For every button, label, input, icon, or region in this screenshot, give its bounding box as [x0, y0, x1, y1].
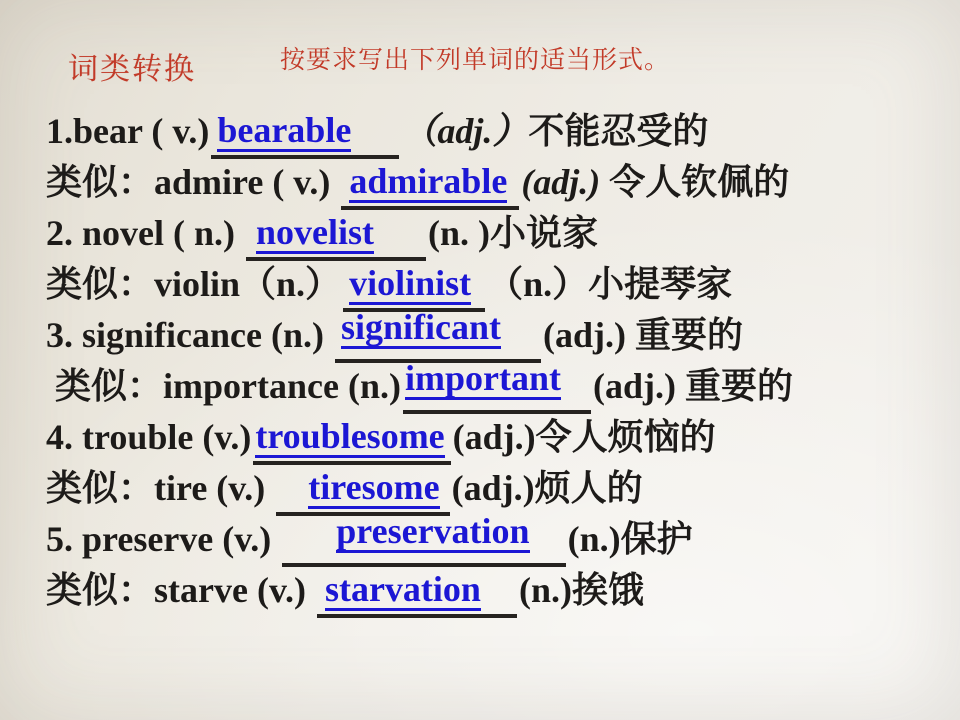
line-prefix: 类似：admire ( v.) [46, 162, 340, 202]
exercise-line-8 [46, 463, 932, 514]
chinese-gloss: 重要的 [626, 315, 744, 355]
line-prefix: 类似：violin（n.） [46, 264, 342, 304]
instruction-text: 按要求写出下列单词的适当形式。 [280, 47, 671, 74]
line-prefix: 类似：starve (v.) [46, 570, 315, 610]
exercise-line-9 [46, 511, 932, 565]
chinese-gloss: 重要的 [675, 366, 793, 406]
chinese-gloss: 令人钦佩的 [600, 162, 790, 202]
answer-blank [282, 511, 565, 567]
answer-blank [317, 569, 517, 618]
exercise-line-6 [46, 358, 932, 412]
line-prefix: 3. significance (n.) [46, 315, 333, 355]
line-prefix: 4. trouble (v.) [46, 417, 252, 457]
line-prefix: 1.bear ( v.) [46, 111, 210, 151]
chinese-gloss: 令人烦恼的 [535, 417, 716, 457]
answer-text: troublesome [255, 416, 445, 456]
answer-text: significant [340, 307, 501, 347]
answer-blank [335, 307, 541, 363]
line-prefix: 5. preserve (v.) [46, 519, 281, 559]
exercise-line-1 [46, 106, 932, 157]
chinese-gloss: 烦人的 [534, 468, 643, 508]
exercise-line-2 [46, 157, 932, 208]
exercise-line-7 [46, 412, 932, 463]
answer-blank [343, 263, 485, 312]
answer-blank [211, 110, 399, 159]
pos-label: (adj.) [521, 162, 601, 202]
pos-label: (adj.) [543, 315, 626, 355]
answer-text: important [404, 358, 561, 398]
line-prefix: 类似：tire (v.) [46, 468, 275, 508]
chinese-gloss: 保护 [620, 519, 693, 559]
pos-label: （n.） [487, 264, 589, 304]
chinese-gloss: 不能忍受的 [528, 111, 709, 151]
answer-blank [341, 161, 519, 210]
exercise-line-10 [46, 565, 932, 616]
pos-label: (adj.) [592, 366, 676, 406]
line-prefix: 2. novel ( n.) [46, 213, 244, 253]
answer-blank [246, 212, 426, 261]
pos-label: (adj.) [452, 417, 536, 457]
pos-label: (n. ) [428, 213, 491, 253]
answer-text: novelist [256, 212, 375, 252]
answer-text: starvation [324, 569, 481, 609]
exercise-list [46, 106, 932, 616]
pos-label: (n.) [518, 570, 572, 610]
answer-text: violinist [349, 263, 472, 303]
answer-blank [276, 467, 449, 516]
pos-label: （adj.） [401, 111, 529, 151]
chinese-gloss: 小说家 [490, 213, 599, 253]
line-prefix: 类似：importance (n.) [46, 366, 401, 406]
answer-text: tiresome [308, 467, 440, 507]
exercise-line-4 [46, 259, 932, 310]
pos-label: (adj.) [451, 468, 535, 508]
topic-badge: 词类转换 [68, 53, 196, 86]
answer-text: preservation [336, 511, 530, 551]
answer-text: admirable [349, 161, 508, 201]
answer-text: bearable [217, 110, 352, 150]
chinese-gloss: 小提琴家 [588, 264, 733, 304]
pos-label: (n.) [567, 519, 621, 559]
exercise-line-3 [46, 208, 932, 259]
answer-blank [403, 358, 591, 414]
exercise-line-5 [46, 307, 932, 361]
chinese-gloss: 挨饿 [571, 570, 644, 610]
answer-blank [253, 416, 450, 465]
